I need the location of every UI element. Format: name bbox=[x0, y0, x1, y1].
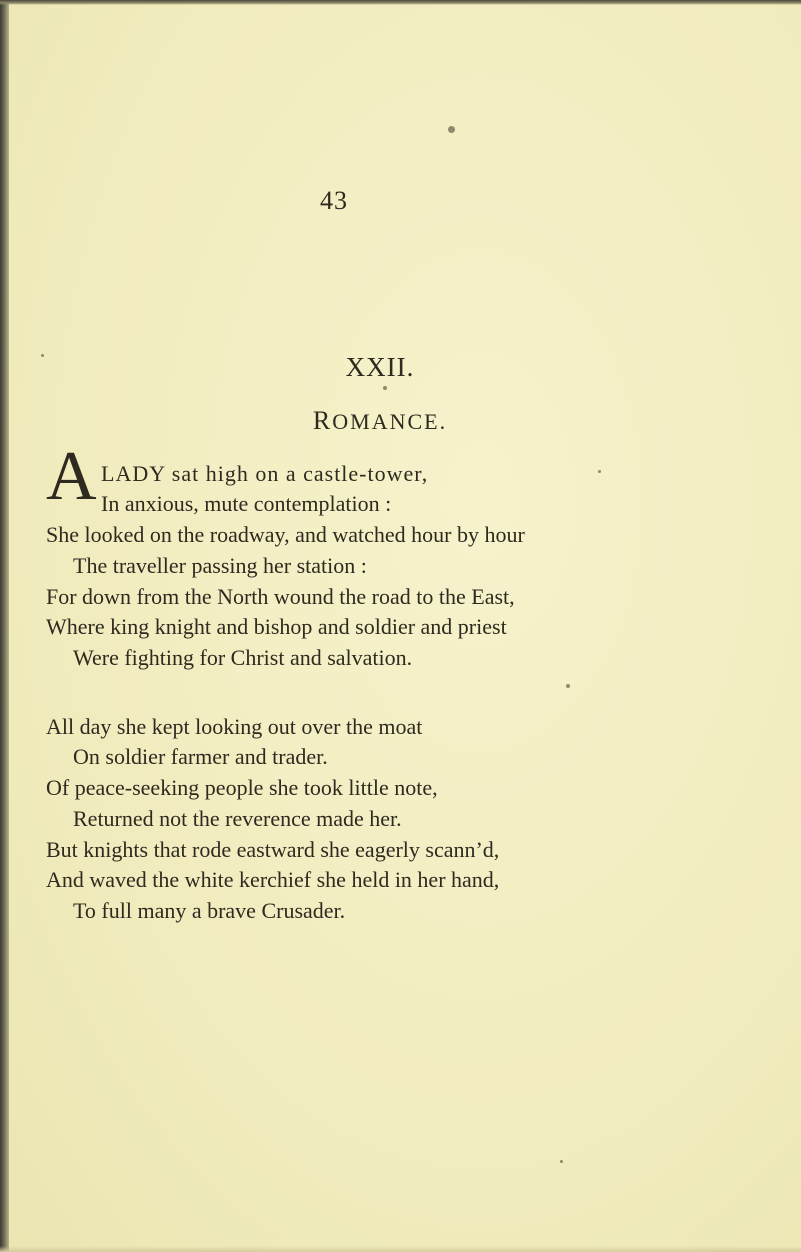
stanza2-line-6: And waved the white kerchief she held in her hand, bbox=[46, 867, 500, 892]
paper-speck bbox=[448, 126, 455, 133]
stanza1-line-5: For down from the North wound the road to the East, bbox=[46, 584, 515, 609]
stanza1-line-4: The traveller passing her station : bbox=[73, 553, 367, 578]
poem-numeral: XXII. bbox=[345, 352, 415, 382]
stanza1-line-3: She looked on the roadway, and watched hour by hour bbox=[46, 522, 525, 547]
paper-speck bbox=[598, 470, 601, 473]
stanza2-line-2: On soldier farmer and trader. bbox=[73, 744, 328, 769]
stanza2-line-1: All day she kept looking out over the moat bbox=[46, 714, 423, 739]
stanza2-line-5: But knights that rode eastward she eagerly scann’d, bbox=[46, 837, 500, 862]
paper-speck bbox=[560, 1160, 563, 1163]
paper-speck bbox=[383, 386, 387, 390]
poem-title bbox=[230, 406, 530, 436]
poem-title-rest: OMANCE. bbox=[332, 409, 448, 434]
stanza2-line-3: Of peace-seeking people she took little note, bbox=[46, 775, 438, 800]
drop-cap: A bbox=[46, 438, 97, 515]
poem-title-initial: R bbox=[312, 406, 333, 435]
stanza1-line-1: LADY sat high on a castle-tower, bbox=[101, 461, 429, 486]
stanza1-line-6: Where king knight and bishop and soldier and priest bbox=[46, 614, 507, 639]
stanza1-line-7: Were fighting for Christ and salvation. bbox=[73, 645, 413, 670]
paper-speck bbox=[41, 354, 44, 357]
stanza1-line-2: In anxious, mute contemplation : bbox=[101, 491, 392, 516]
page-bottom-edge bbox=[0, 1246, 801, 1252]
page-top-edge bbox=[0, 0, 801, 5]
stanza2-line-4: Returned not the reverence made her. bbox=[73, 806, 402, 831]
page-number: 43 bbox=[320, 186, 348, 215]
paper-speck bbox=[566, 684, 570, 688]
stanza2-line-7: To full many a brave Crusader. bbox=[73, 898, 346, 923]
page-spine-shadow bbox=[0, 0, 9, 1252]
